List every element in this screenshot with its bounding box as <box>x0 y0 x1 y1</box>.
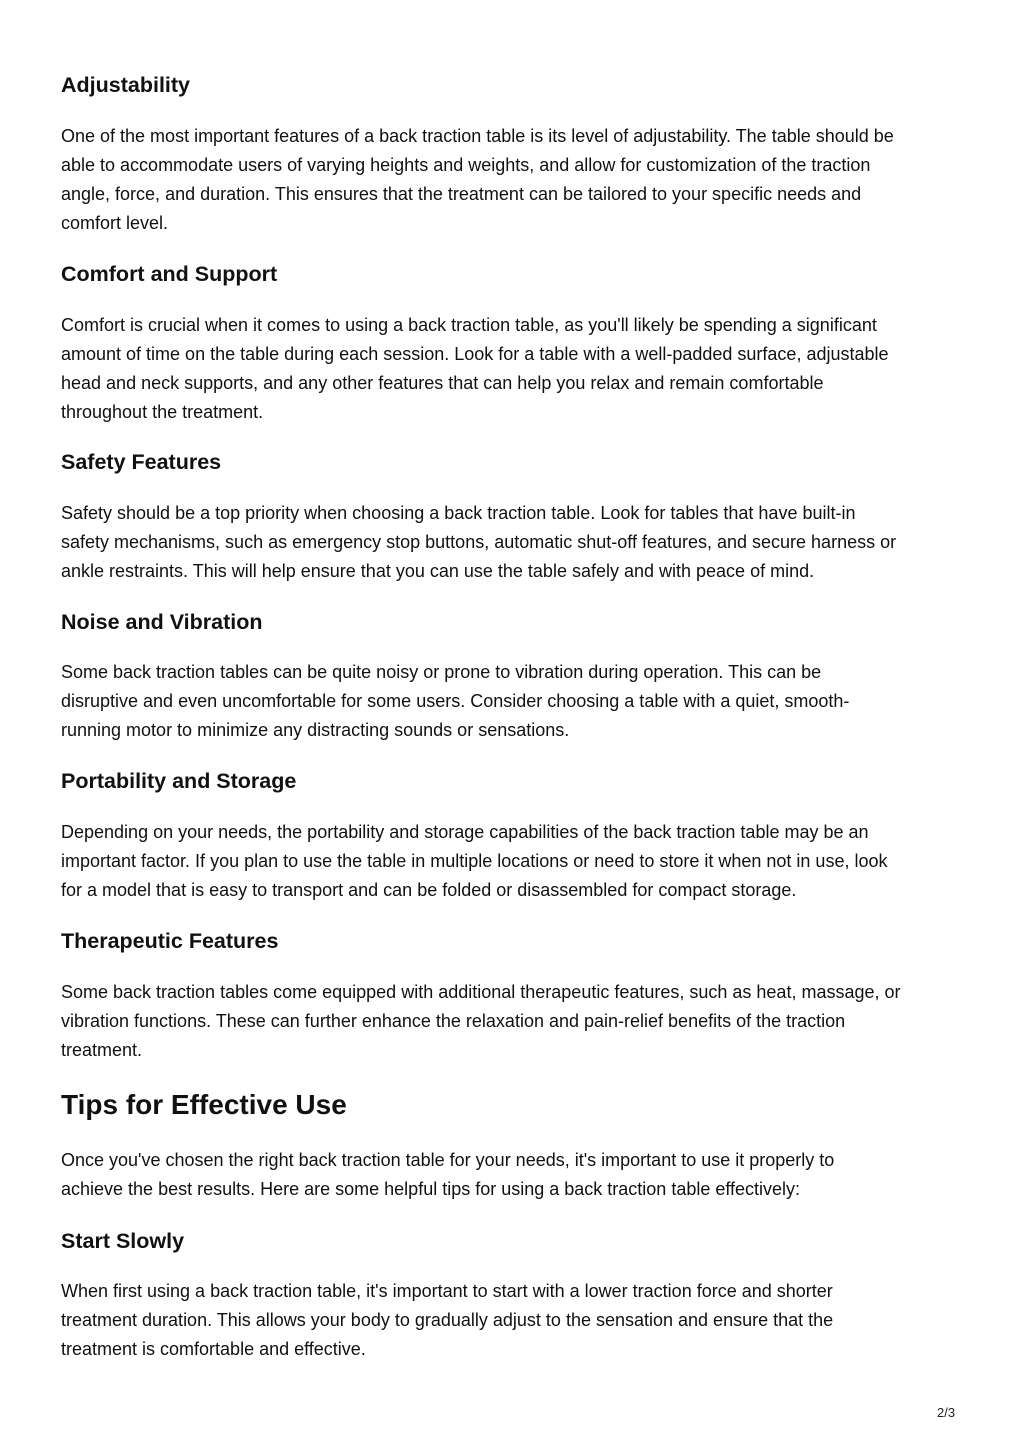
heading-therapeutic-features: Therapeutic Features <box>61 929 279 953</box>
paragraph-line: Safety should be a top priority when choosing a back traction table. Look for tables that have built-in <box>61 503 856 523</box>
paragraph-line: One of the most important features of a back traction table is its level of adjustability. The table should be <box>61 126 894 146</box>
paragraph-line: achieve the best results. Here are some helpful tips for using a back traction table effectively: <box>61 1179 801 1199</box>
heading-noise-and-vibration: Noise and Vibration <box>61 610 263 634</box>
paragraph-line: running motor to minimize any distracting sounds or sensations. <box>61 720 570 740</box>
paragraph-adjustability <box>61 122 971 238</box>
paragraph-line: Comfort is crucial when it comes to using a back traction table, as you'll likely be spending a significant <box>61 315 877 335</box>
paragraph-line: head and neck supports, and any other features that can help you relax and remain comfortable <box>61 373 824 393</box>
paragraph-line: Once you've chosen the right back traction table for your needs, it's important to use it properly to <box>61 1150 835 1170</box>
paragraph-line: ankle restraints. This will help ensure that you can use the table safely and with peace of mind. <box>61 561 815 581</box>
paragraph-safety-features <box>61 499 971 586</box>
heading-comfort-and-support: Comfort and Support <box>61 262 278 286</box>
heading-adjustability: Adjustability <box>61 73 191 97</box>
paragraph-line: important factor. If you plan to use the table in multiple locations or need to store it when not in use, look <box>61 851 888 871</box>
paragraph-line: for a model that is easy to transport and can be folded or disassembled for compact storage. <box>61 880 797 900</box>
paragraph-line: When first using a back traction table, it's important to start with a lower traction force and shorter <box>61 1281 833 1301</box>
paragraph-line: comfort level. <box>61 213 169 233</box>
paragraph-line: amount of time on the table during each session. Look for a table with a well-padded surface, adjustable <box>61 344 889 364</box>
paragraph-therapeutic-features <box>61 978 971 1065</box>
paragraph-line: treatment duration. This allows your body to gradually adjust to the sensation and ensure that the <box>61 1310 834 1330</box>
paragraph-line: Depending on your needs, the portability and storage capabilities of the back traction table may be an <box>61 822 869 842</box>
paragraph-line: treatment. <box>61 1040 143 1060</box>
heading-tips-for-effective-use: Tips for Effective Use <box>61 1089 347 1120</box>
paragraph-line: throughout the treatment. <box>61 402 264 422</box>
heading-start-slowly: Start Slowly <box>61 1229 185 1253</box>
paragraph-line: able to accommodate users of varying heights and weights, and allow for customization of the traction <box>61 155 871 175</box>
paragraph-portability-and-storage <box>61 818 971 905</box>
paragraph-noise-and-vibration <box>61 658 971 745</box>
heading-portability-and-storage: Portability and Storage <box>61 769 297 793</box>
paragraph-tips-for-effective-use <box>61 1146 971 1204</box>
paragraph-line: disruptive and even uncomfortable for some users. Consider choosing a table with a quiet, smooth- <box>61 691 850 711</box>
heading-safety-features: Safety Features <box>61 450 222 474</box>
paragraph-line: safety mechanisms, such as emergency stop buttons, automatic shut-off features, and secure harness or <box>61 532 897 552</box>
paragraph-start-slowly <box>61 1277 971 1364</box>
paragraph-line: angle, force, and duration. This ensures that the treatment can be tailored to your specific needs and <box>61 184 862 204</box>
paragraph-comfort-and-support <box>61 311 971 427</box>
paragraph-line: Some back traction tables come equipped with additional therapeutic features, such as heat, massage, or <box>61 982 901 1002</box>
paragraph-line: vibration functions. These can further enhance the relaxation and pain-relief benefits of the traction <box>61 1011 846 1031</box>
paragraph-line: treatment is comfortable and effective. <box>61 1339 366 1359</box>
page-number: 2/3 <box>937 1405 956 1420</box>
paragraph-line: Some back traction tables can be quite noisy or prone to vibration during operation. This can be <box>61 662 822 682</box>
